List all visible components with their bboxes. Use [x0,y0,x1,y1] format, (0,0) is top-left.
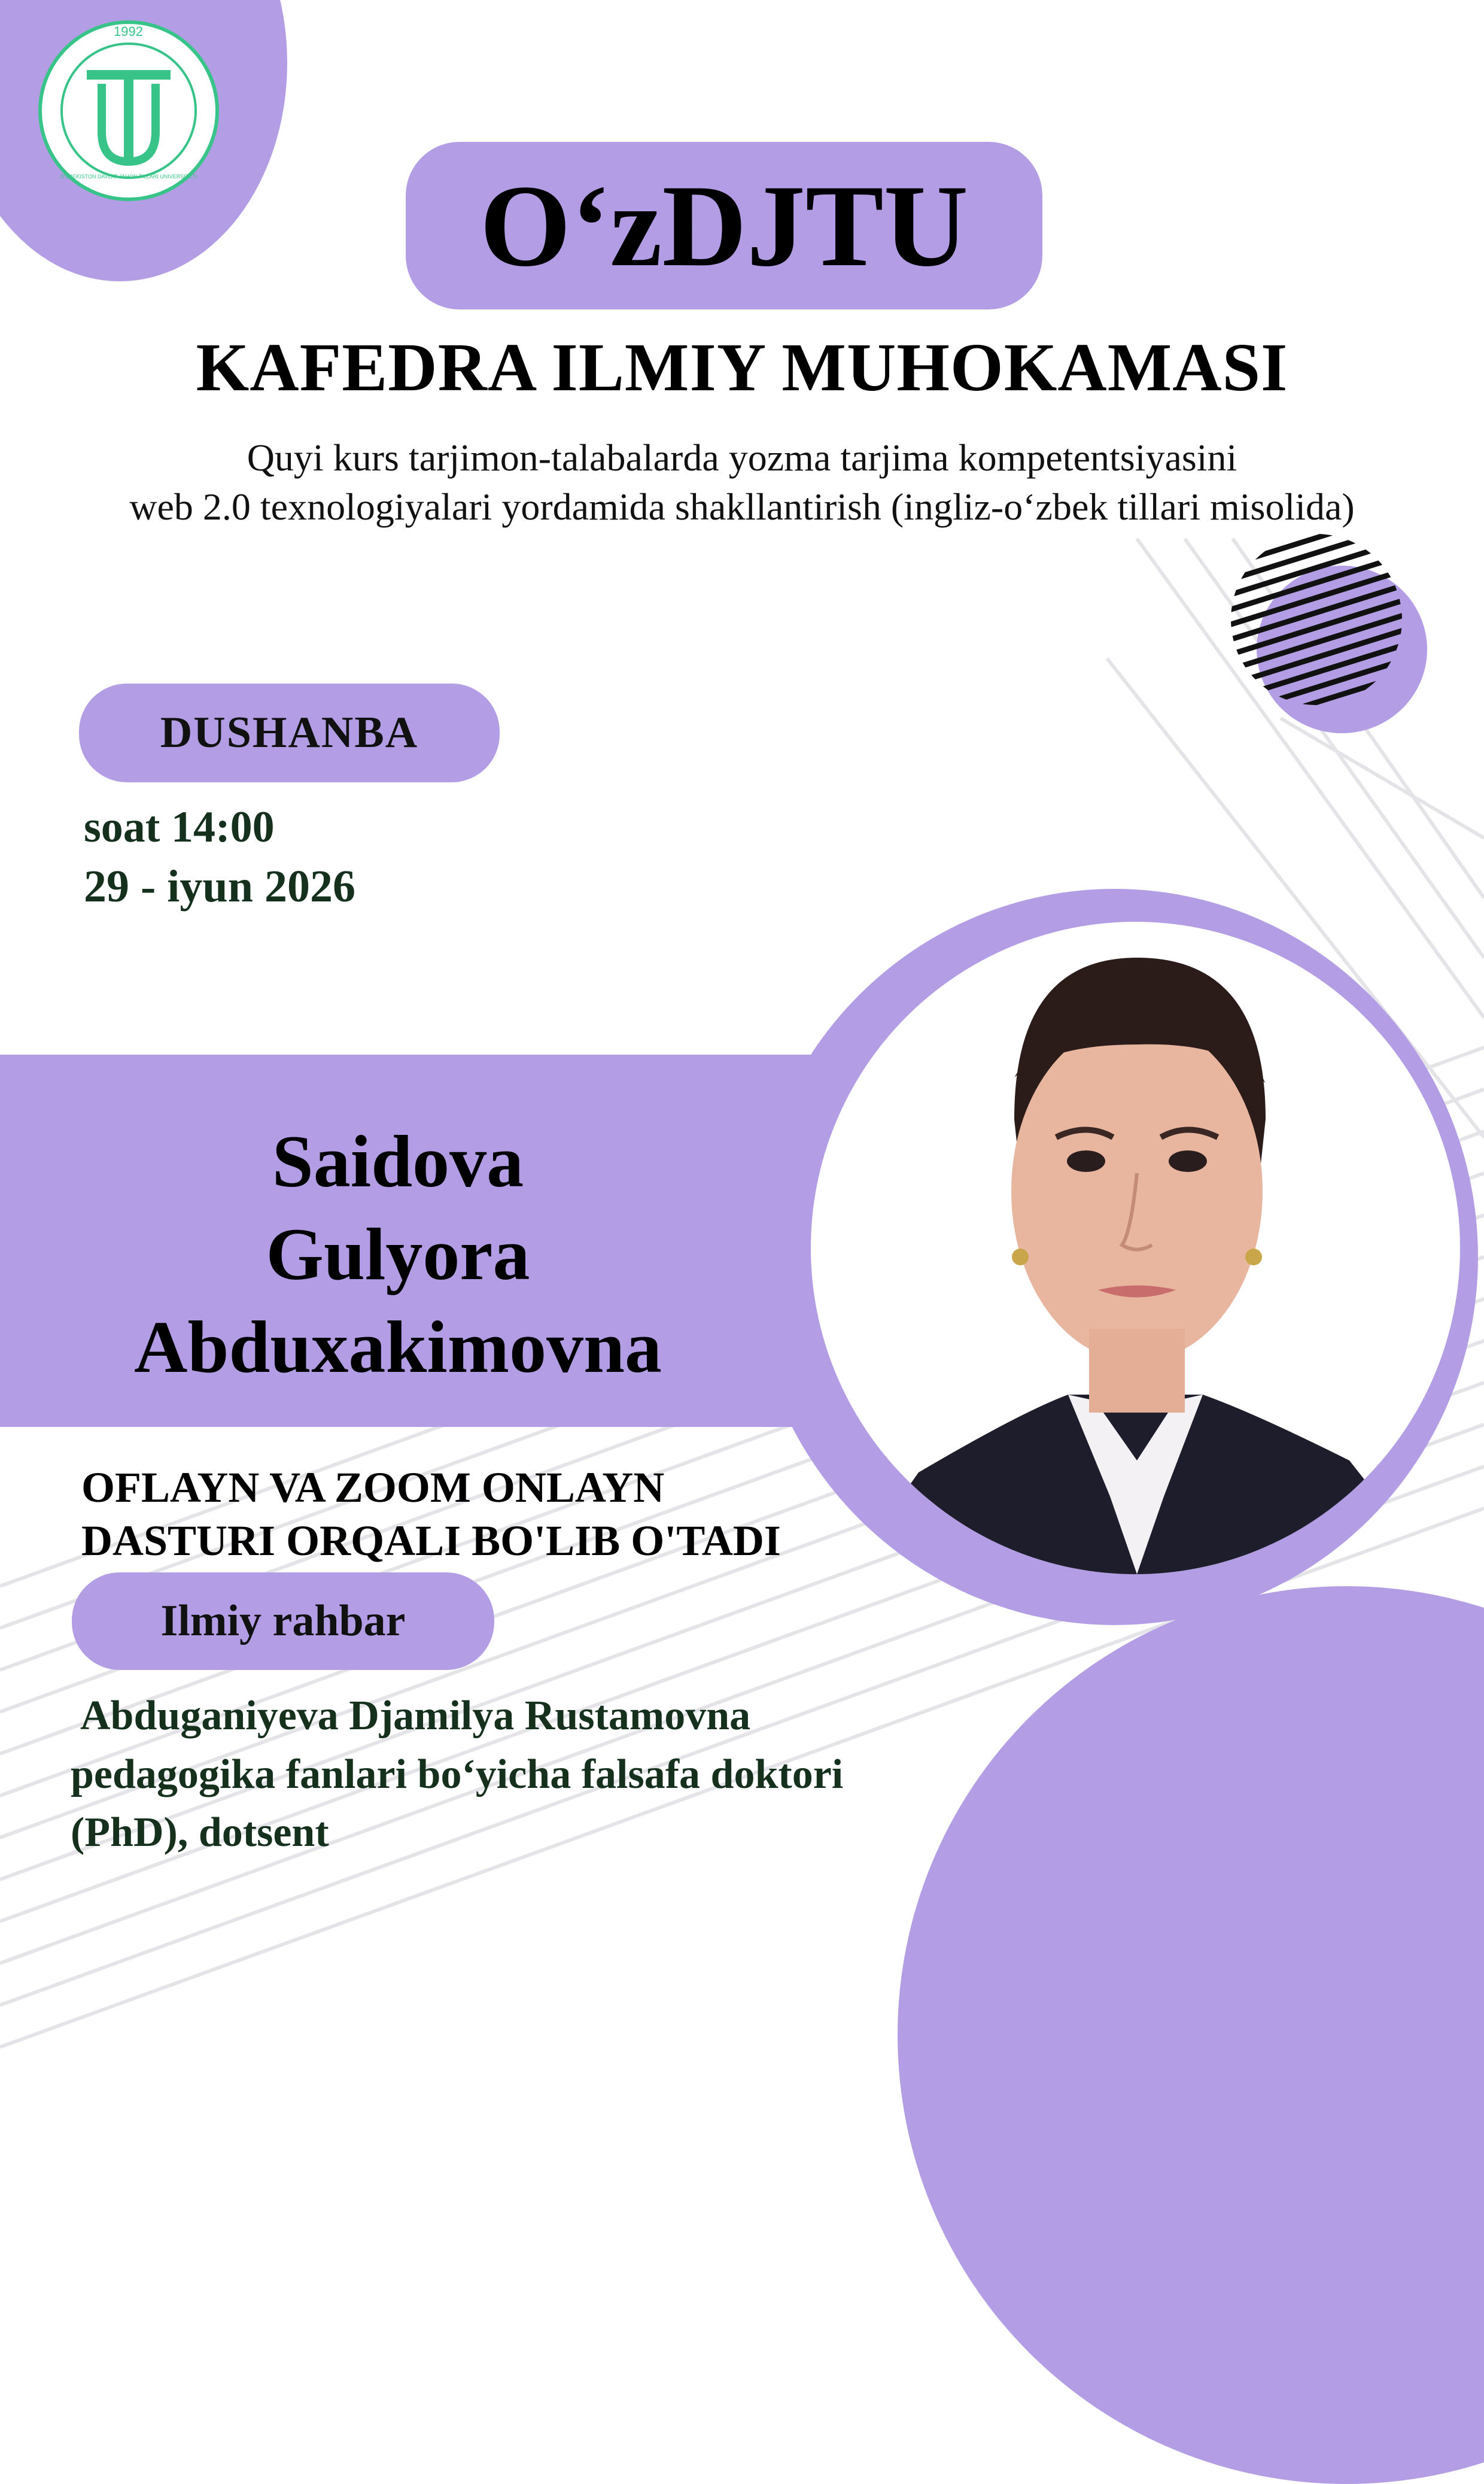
speaker-photo [811,922,1460,1574]
speaker-name-line-1: Saidova [272,1120,524,1202]
event-time: soat 14:00 [84,803,275,852]
supervisor-label: Ilmiy rahbar [160,1596,406,1645]
speaker-portrait-icon [811,922,1460,1574]
supervisor-degree-line-2: (PhD), dotsent [71,1809,329,1856]
short-name-pill [406,142,1042,309]
supervisor-name: Abduganiyeva Djamilya Rustamovna [80,1693,751,1739]
event-day: DUSHANBA [160,708,419,757]
format-line-2: DASTURI ORQALI BO'LIB O'TADI [81,1517,781,1565]
supervisor-degree-line-1: pedagogika fanlari bo‘yicha falsafa doktori [71,1751,844,1797]
format-line-1: OFLAYN VA ZOOM ONLAYN [81,1463,665,1511]
speaker-name-line-2: Gulyora [266,1213,530,1295]
page-title: KAFEDRA ILMIY MUHOKAMASI [196,329,1288,405]
supervisor-label-pill [72,1572,494,1670]
logo-year: 1992 [114,24,143,39]
short-name: O‘zDJTU [479,160,969,291]
striped-circle-decor [1230,533,1403,706]
event-date: 29 - iyun 2026 [84,861,355,912]
subtitle-line-1: Quyi kurs tarjimon-talabalarda yozma tarjima kompetentsiyasini [247,436,1237,479]
logo-ring-text: O'ZBEKISTON DAVLAT JAHON TILLARI UNIVERSITETI [60,174,197,180]
day-pill [79,684,500,782]
subtitle-line-2: web 2.0 texnologiyalari yordamida shakllantirish (ingliz-o‘zbek tillari misolida) [129,485,1355,528]
speaker-name-line-3: Abduxakimovna [133,1306,662,1388]
